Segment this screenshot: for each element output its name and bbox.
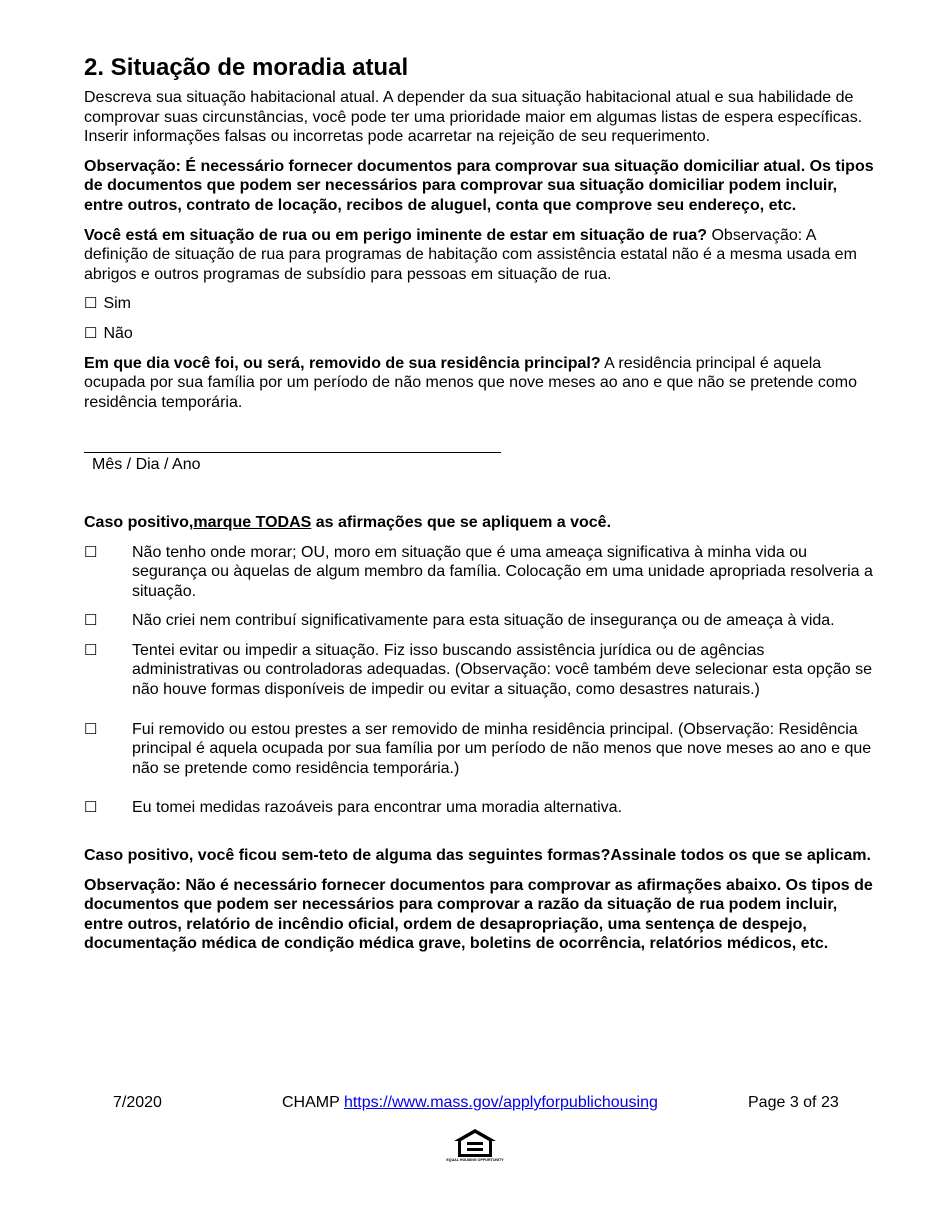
option-label: Sim (103, 295, 132, 313)
date-format-label: Mês / Dia / Ano (92, 456, 201, 474)
homeless-question (84, 226, 874, 285)
homeless-forms-note: Observação: Não é necessário fornecer documentos para comprovar as afirmações abaixo. Os tipos de documentos que podem ser necessários para comprovar a razão da situação de rua podem incluir, entre outros, relatório de incêndio oficial, ordem de desapropriação, uma sentença de despejo, documentação médica de condição médica grave, boletins de ocorrência, relatórios médicos, etc. (84, 876, 873, 953)
statement-text: Tentei evitar ou impedir a situação. Fiz isso buscando assistência jurídica ou de agências administrativas ou controladoras adequadas. (Observação: você também deve selecionar esta opção se não houve formas disponíveis de impedir ou evitar a situação, como desastres naturais.) (132, 641, 872, 699)
homeless-forms-heading: Caso positivo, você ficou sem-teto de alguma das seguintes formas?Assinale todos os que se aplicam. (84, 847, 871, 865)
checkbox[interactable]: ☐ (84, 720, 98, 738)
footer-url-link[interactable]: https://www.mass.gov/applyforpublichousing (343, 1094, 658, 1111)
statements-heading-post: as afirmações que se apliquem a você. (311, 513, 612, 531)
checkbox[interactable]: ☐ (84, 295, 98, 313)
homeless-question-text: Você está em situação de rua ou em perigo iminente de estar em situação de rua? (84, 226, 708, 244)
equal-housing-opportunity-icon (446, 1127, 504, 1165)
checkbox[interactable]: ☐ (84, 612, 98, 630)
logo-text: EQUAL HOUSING OPPORTUNITY (446, 1158, 504, 1162)
statement-text: Não tenho onde morar; OU, moro em situação que é uma ameaça significativa à minha vida ou segurança ou àquelas de algum membro da família. Colocação em uma unidade apropriada resolveria a situação. (132, 543, 873, 600)
option-sim[interactable] (84, 294, 874, 314)
footer-page-number: Page 3 of 23 (748, 1094, 839, 1111)
option-nao[interactable] (84, 324, 874, 344)
checkbox[interactable]: ☐ (84, 324, 98, 342)
section-intro: Descreva sua situação habitacional atual. A depender da sua situação habitacional atual e sua habilidade de comprovar suas circunstâncias, você pode ter uma prioridade maior em algumas listas de espera específicas. Inserir informações falsas ou incorretas pode acarretar na rejeição de seu requerimento. (84, 89, 863, 146)
statement-item[interactable] (84, 641, 874, 700)
homeless-question-note: Observação: A definição de situação de rua para programas de habitação com assistência estatal não é a mesma usada em abrigos e outros programas de subsídio para pessoas em situação de rua. (84, 226, 857, 283)
footer-champ (282, 1094, 658, 1112)
removal-date-question-note: A residência principal é aquela ocupada por sua família por um período de não menos que nove meses ao ano e que não se pretende como residência temporária. (84, 354, 857, 411)
statement-item[interactable] (84, 543, 874, 602)
removal-date-question-text: Em que dia você foi, ou será, removido de sua residência principal? (84, 354, 601, 372)
statement-text: Eu tomei medidas razoáveis para encontrar uma moradia alternativa. (132, 799, 623, 817)
footer-date: 7/2020 (113, 1094, 162, 1111)
statement-item[interactable] (84, 611, 874, 631)
statement-text: Fui removido ou estou prestes a ser removido de minha residência principal. (Observação: Residência principal é aquela ocupada por sua família por um período de não menos que nove meses ao ano e que não se pretende como residência temporária.) (132, 720, 872, 777)
page-footer (0, 1094, 950, 1114)
footer-champ-label: CHAMP (282, 1094, 344, 1111)
checkbox[interactable]: ☐ (84, 799, 98, 817)
removal-date-question (84, 354, 874, 413)
date-input-line[interactable] (84, 452, 501, 453)
document-page (84, 54, 874, 954)
option-label: Não (103, 324, 133, 342)
statements-heading-underlined: marque TODAS (193, 513, 312, 531)
statements-heading (84, 513, 874, 533)
documents-note: Observação: É necessário fornecer documentos para comprovar sua situação domiciliar atual. Os tipos de documentos que podem ser necessários para comprovar sua situação domiciliar podem incluir, entre outros, contrato de locação, recibos de aluguel, conta que comprove seu endereço, etc. (84, 157, 874, 214)
statement-item[interactable] (84, 798, 874, 818)
section-title: 2. Situação de moradia atual (84, 54, 409, 81)
statements-heading-pre: Caso positivo, (84, 513, 194, 531)
statement-text: Não criei nem contribuí significativamente para esta situação de insegurança ou de ameaça à vida. (132, 612, 835, 630)
checkbox[interactable]: ☐ (84, 543, 98, 561)
statement-item[interactable] (84, 720, 874, 779)
checkbox[interactable]: ☐ (84, 641, 98, 659)
